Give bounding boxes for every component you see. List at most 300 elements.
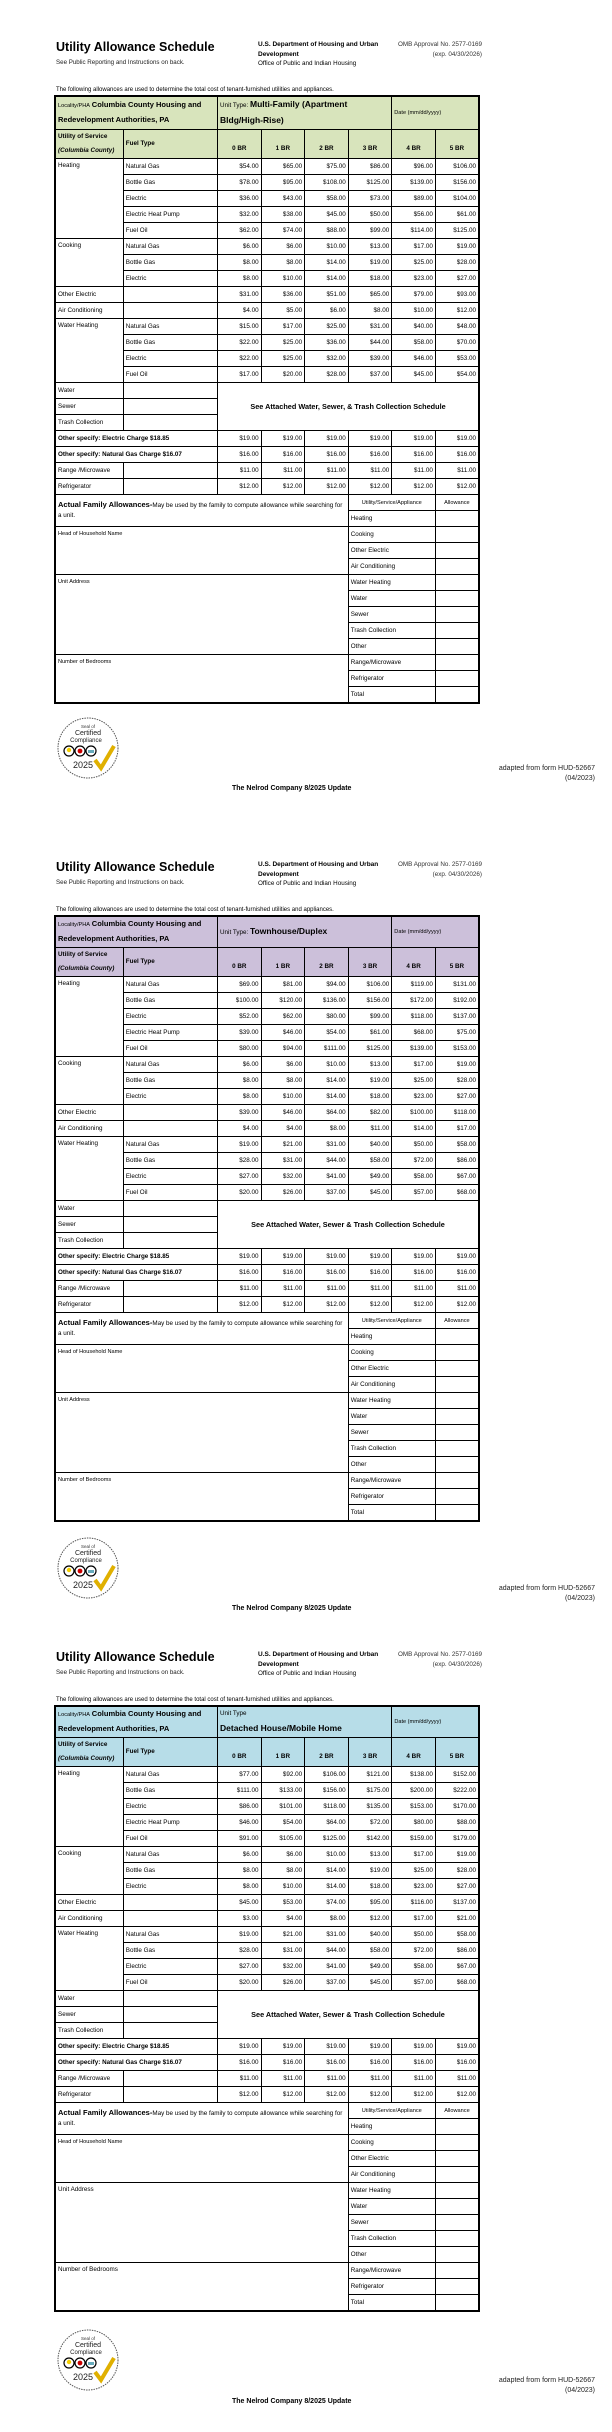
- allowance-cell: $17.00: [435, 1121, 479, 1137]
- allowance-cell: $62.00: [218, 223, 262, 239]
- utility-label: Water Heating: [55, 1927, 123, 1991]
- table-row: [55, 447, 479, 463]
- certified-compliance-seal-icon: [56, 1536, 120, 1600]
- allowance-cell: $64.00: [305, 1815, 349, 1831]
- allowance-cell: $16.00: [435, 1265, 479, 1281]
- allowance-cell: $12.00: [435, 2087, 479, 2103]
- other-charge-label: Other specify: Natural Gas Charge $16.07: [55, 2055, 218, 2071]
- allowance-input[interactable]: [435, 2183, 479, 2199]
- allowance-cell: $10.00: [305, 239, 349, 255]
- fuel-type-label: [123, 463, 217, 479]
- allowance-cell: $62.00: [261, 1009, 305, 1025]
- allowance-cell: $28.00: [218, 1153, 262, 1169]
- allowance-cell: $96.00: [392, 159, 436, 175]
- fuel-type-label: Natural Gas: [123, 1927, 217, 1943]
- allowance-cell: $8.00: [261, 1073, 305, 1089]
- allowance-input[interactable]: [435, 1345, 479, 1361]
- allowance-cell: $17.00: [392, 1847, 436, 1863]
- allowance-cell: $19.00: [392, 431, 436, 447]
- allowance-cell: $105.00: [261, 1831, 305, 1847]
- omb-expiration: (exp. 04/30/2026): [432, 51, 482, 58]
- date-field[interactable]: [392, 916, 479, 948]
- allowance-cell: $36.00: [305, 335, 349, 351]
- allowance-cell: $4.00: [261, 1121, 305, 1137]
- table-row: [55, 479, 479, 495]
- adapted-date: (04/2023): [565, 1595, 595, 1602]
- fuel-type-label: Natural Gas: [123, 239, 217, 255]
- usa-item: Other Electric: [348, 1361, 435, 1377]
- utility-label: Air Conditioning: [55, 1121, 123, 1137]
- allowance-cell: $11.00: [348, 463, 392, 479]
- allowance-cell: $20.00: [218, 1975, 262, 1991]
- head-of-household-label: Head of Household Name: [58, 531, 123, 537]
- seal-mid-text: Certified: [74, 730, 102, 737]
- unit-type: [218, 916, 392, 948]
- allowance-cell: $6.00: [261, 1847, 305, 1863]
- num-bedrooms-field[interactable]: [55, 2263, 348, 2312]
- allowance-cell: $27.00: [218, 1959, 262, 1975]
- allowance-cell: $27.00: [435, 1089, 479, 1105]
- utility-label: Water Heating: [55, 1137, 123, 1201]
- allowance-input[interactable]: [435, 2199, 479, 2215]
- fuel-type-label: Natural Gas: [123, 159, 217, 175]
- allowance-cell: $37.00: [305, 1185, 349, 1201]
- seal-year: 2025: [72, 760, 94, 770]
- allowance-cell: $23.00: [392, 1879, 436, 1895]
- adapted-from: [499, 2376, 595, 2396]
- allowance-cell: $26.00: [261, 1185, 305, 1201]
- allowance-input[interactable]: [435, 1409, 479, 1425]
- allowance-cell: $45.00: [218, 1895, 262, 1911]
- allowance-input[interactable]: [435, 559, 479, 575]
- adapted-from: [499, 1584, 595, 1604]
- allowance-cell: $32.00: [218, 207, 262, 223]
- allowance-cell: $58.00: [435, 1927, 479, 1943]
- usa-item: Water: [348, 2199, 435, 2215]
- allowance-cell: $192.00: [435, 993, 479, 1009]
- allowance-cell: $40.00: [348, 1137, 392, 1153]
- allowance-input[interactable]: [435, 543, 479, 559]
- allowance-input[interactable]: [435, 1329, 479, 1345]
- fuel-type-label: Electric: [123, 1879, 217, 1895]
- table-row: [55, 1297, 479, 1313]
- certified-compliance-seal-icon: [56, 716, 120, 780]
- allowance-cell: $58.00: [348, 1943, 392, 1959]
- allowance-cell: $10.00: [261, 1879, 305, 1895]
- fuel-type-label: Fuel Oil: [123, 223, 217, 239]
- table-row: [55, 1249, 479, 1265]
- allowance-input[interactable]: [435, 2263, 479, 2279]
- allowance-cell: $31.00: [305, 1137, 349, 1153]
- usa-item: Range/Microwave: [348, 1473, 435, 1489]
- allowance-cell: $69.00: [218, 977, 262, 993]
- allowance-input[interactable]: [435, 623, 479, 639]
- allowance-input[interactable]: [435, 671, 479, 687]
- usa-item: Water Heating: [348, 575, 435, 591]
- allowance-cell: $61.00: [348, 1025, 392, 1041]
- allowance-cell: $27.00: [218, 1169, 262, 1185]
- allowance-cell: $43.00: [261, 191, 305, 207]
- allowance-cell: $12.00: [435, 479, 479, 495]
- seal-top-text: Seal of: [80, 1544, 96, 1549]
- allowance-cell: $50.00: [392, 1927, 436, 1943]
- unit-address-field[interactable]: [55, 2183, 348, 2263]
- usa-item: Other: [348, 1457, 435, 1473]
- usa-item: Heating: [348, 511, 435, 527]
- fuel-type-label: Natural Gas: [123, 1767, 217, 1783]
- allowance-input[interactable]: [435, 511, 479, 527]
- allowance-cell: $20.00: [218, 1185, 262, 1201]
- date-label: Date (mm/dd/yyyy): [394, 1719, 442, 1725]
- afa-text: May be used by the family to compute allowance while searching for a unit.: [58, 2110, 343, 2127]
- allowance-input[interactable]: [435, 1425, 479, 1441]
- allowance-cell: $19.00: [435, 1249, 479, 1265]
- allowance-cell: $78.00: [218, 175, 262, 191]
- allowance-cell: $19.00: [392, 1249, 436, 1265]
- omb-number: OMB Approval No. 2577-0169: [397, 861, 482, 868]
- utility-label: Heating: [55, 1767, 123, 1847]
- allowance-cell: $14.00: [305, 1089, 349, 1105]
- fuel-type-label: Bottle Gas: [123, 1073, 217, 1089]
- usa-item: Air Conditioning: [348, 1377, 435, 1393]
- num-bedrooms-field[interactable]: [55, 1473, 348, 1522]
- allowance-cell: $25.00: [261, 351, 305, 367]
- allowance-input[interactable]: [435, 1441, 479, 1457]
- utility-label: Cooking: [55, 1847, 123, 1895]
- head-of-household-field[interactable]: [55, 527, 348, 575]
- seal-top-text: Seal of: [80, 2336, 96, 2341]
- table-row: [55, 1137, 479, 1153]
- allowance-cell: $116.00: [392, 1895, 436, 1911]
- allowance-cell: $65.00: [348, 287, 392, 303]
- table-row: [55, 2087, 479, 2103]
- omb-expiration: (exp. 04/30/2026): [432, 871, 482, 878]
- utility-label: Refrigerator: [55, 1297, 123, 1313]
- allowance-cell: $16.00: [348, 2055, 392, 2071]
- head-of-household-field[interactable]: [55, 1345, 348, 1393]
- allowance-cell: $19.00: [348, 255, 392, 271]
- num-bedrooms-label: Number of Bedrooms: [58, 1477, 112, 1483]
- allowance-cell: $67.00: [435, 1169, 479, 1185]
- allowance-cell: $37.00: [305, 1975, 349, 1991]
- allowance-cell: $16.00: [435, 447, 479, 463]
- table-row: [55, 2055, 479, 2071]
- allowance-input[interactable]: [435, 607, 479, 623]
- fuel-type-label: Natural Gas: [123, 977, 217, 993]
- unit-type-label: Unit Type:: [220, 102, 249, 109]
- usa-item: Total: [348, 2295, 435, 2312]
- allowance-input[interactable]: [435, 1489, 479, 1505]
- allowance-cell: $18.00: [348, 271, 392, 287]
- allowance-cell: $11.00: [348, 1281, 392, 1297]
- locality-value: Columbia County Housing and Redevelopment Authorities, PA: [58, 1709, 202, 1733]
- allowance-cell: $16.00: [305, 447, 349, 463]
- page-title: Utility Allowance Schedule: [56, 860, 215, 874]
- page-subtitle: See Public Reporting and Instructions on back.: [56, 879, 185, 886]
- allowance-cell: $8.00: [218, 1879, 262, 1895]
- allowance-input[interactable]: [435, 2295, 479, 2312]
- allowance-cell: $12.00: [218, 2087, 262, 2103]
- allowance-input[interactable]: [435, 1473, 479, 1489]
- fuel-type-label: Electric: [123, 1799, 217, 1815]
- head-of-household-field[interactable]: [55, 2135, 348, 2183]
- fuel-type-label: Fuel Oil: [123, 1041, 217, 1057]
- allowance-cell: $72.00: [348, 1815, 392, 1831]
- fuel-type-label: [123, 1895, 217, 1911]
- see-attached-note: See Attached Water, Sewer, & Trash Collection Schedule: [218, 383, 479, 431]
- adapted-date: (04/2023): [565, 775, 595, 782]
- allowance-cell: $79.00: [392, 287, 436, 303]
- allowance-cell: $54.00: [261, 1815, 305, 1831]
- allowance-cell: $119.00: [392, 977, 436, 993]
- allowance-input[interactable]: [435, 591, 479, 607]
- allowance-input[interactable]: [435, 2215, 479, 2231]
- allowance-cell: $8.00: [305, 1121, 349, 1137]
- allowance-cell: $94.00: [305, 977, 349, 993]
- seal-bottom-text: Compliance: [70, 2350, 102, 2356]
- unit-type-value: Multi-Family (Apartment Bldg/High-Rise): [220, 99, 348, 125]
- allowance-input[interactable]: [435, 527, 479, 543]
- allowance-input[interactable]: [435, 655, 479, 671]
- allowance-cell: $22.00: [218, 351, 262, 367]
- allowance-input[interactable]: [435, 575, 479, 591]
- update-note: The Nelrod Company 8/2025 Update: [232, 1605, 352, 1612]
- allowance-input[interactable]: [435, 2151, 479, 2167]
- allowance-cell: $99.00: [348, 1009, 392, 1025]
- utility-label: Water: [55, 1991, 123, 2007]
- bedroom-header: 2 BR: [305, 1738, 349, 1767]
- allowance-cell: $136.00: [305, 993, 349, 1009]
- allowance-input[interactable]: [435, 2167, 479, 2183]
- allowance-cell: $75.00: [305, 159, 349, 175]
- allowance-input[interactable]: [435, 1505, 479, 1522]
- allowance-input[interactable]: [435, 1361, 479, 1377]
- table-header-row: [55, 916, 479, 948]
- allowance-cell: $18.00: [348, 1089, 392, 1105]
- allowance-cell: $159.00: [392, 1831, 436, 1847]
- afa-row: [55, 2103, 479, 2119]
- allowance-input[interactable]: [435, 2119, 479, 2135]
- usa-item: Water Heating: [348, 1393, 435, 1409]
- allowance-cell: $16.00: [392, 447, 436, 463]
- omb-number: OMB Approval No. 2577-0169: [397, 41, 482, 48]
- fuel-type-label: [123, 1105, 217, 1121]
- allowance-cell: $25.00: [305, 319, 349, 335]
- allowance-cell: $120.00: [261, 993, 305, 1009]
- seal-year: 2025: [72, 2372, 94, 2382]
- allowance-cell: $12.00: [435, 1297, 479, 1313]
- allowance-cell: $16.00: [218, 1265, 262, 1281]
- allowance-cell: $31.00: [218, 287, 262, 303]
- allowance-cell: $86.00: [435, 1943, 479, 1959]
- utility-label: Water: [55, 1201, 123, 1217]
- utility-label: Sewer: [55, 2007, 123, 2023]
- afa-row: [55, 495, 479, 511]
- usa-item: Sewer: [348, 1425, 435, 1441]
- table-header-row: [55, 1706, 479, 1738]
- allowance-input[interactable]: [435, 2247, 479, 2263]
- fuel-type-label: Natural Gas: [123, 319, 217, 335]
- utility-label: Other Electric: [55, 1105, 123, 1121]
- allowance-cell: $14.00: [305, 1863, 349, 1879]
- allowance-cell: $16.00: [305, 1265, 349, 1281]
- allowance-input[interactable]: [435, 2231, 479, 2247]
- date-label: Date (mm/dd/yyyy): [394, 110, 442, 116]
- allowance-input[interactable]: [435, 639, 479, 655]
- allowance-cell: $11.00: [435, 2071, 479, 2087]
- allowance-cell: $17.00: [261, 319, 305, 335]
- allowance-cell: $138.00: [392, 1767, 436, 1783]
- allowance-cell: $5.00: [261, 303, 305, 319]
- allowance-cell: $6.00: [305, 303, 349, 319]
- locality-label: Locality/PHA: [58, 922, 91, 928]
- utility-label: Sewer: [55, 1217, 123, 1233]
- allowance-cell: $28.00: [435, 255, 479, 271]
- allowance-cell: $19.00: [218, 1249, 262, 1265]
- allowance-input[interactable]: [435, 1457, 479, 1473]
- utility-label: Other Electric: [55, 1895, 123, 1911]
- allowance-cell: $50.00: [392, 1137, 436, 1153]
- allowance-cell: $80.00: [392, 1815, 436, 1831]
- usa-item: Other: [348, 639, 435, 655]
- department: U.S. Department of Housing and Urban Development: [258, 861, 379, 878]
- allowance-cell: $53.00: [261, 1895, 305, 1911]
- other-charge-label: Other specify: Natural Gas Charge $16.07: [55, 447, 218, 463]
- allowance-cell: $99.00: [348, 223, 392, 239]
- allowance-cell: $12.00: [348, 1297, 392, 1313]
- locality-label: Locality/PHA: [58, 103, 91, 109]
- table-row: [55, 1201, 479, 1217]
- allowance-cell: $106.00: [305, 1767, 349, 1783]
- allowance-cell: $12.00: [392, 1297, 436, 1313]
- fuel-type-label: [123, 2087, 217, 2103]
- fuel-type-label: Fuel Oil: [123, 367, 217, 383]
- date-label: Date (mm/dd/yyyy): [394, 929, 442, 935]
- utility-label: Refrigerator: [55, 479, 123, 495]
- allowance-cell: $6.00: [218, 1057, 262, 1073]
- allowance-input[interactable]: [435, 2135, 479, 2151]
- allowance-cell: $57.00: [392, 1975, 436, 1991]
- allowance-cell: $22.00: [218, 335, 262, 351]
- allowance-cell: $20.00: [261, 367, 305, 383]
- allowance-cell: $11.00: [348, 1121, 392, 1137]
- allowance-cell: $19.00: [218, 2039, 262, 2055]
- allowance-cell: $19.00: [218, 431, 262, 447]
- allowance-cell: $80.00: [305, 1009, 349, 1025]
- afa-title: Actual Family Allowances-: [58, 2108, 153, 2117]
- allowance-cell: $28.00: [218, 1943, 262, 1959]
- unit-address-label: Unit Address: [58, 2186, 94, 2193]
- allowance-cell: $19.00: [305, 2039, 349, 2055]
- utility-label: Cooking: [55, 239, 123, 287]
- bedroom-header: 4 BR: [392, 1738, 436, 1767]
- allowance-cell: $53.00: [435, 351, 479, 367]
- update-note: The Nelrod Company 8/2025 Update: [232, 785, 352, 792]
- fuel-type-label: [123, 287, 217, 303]
- allowance-cell: $125.00: [348, 175, 392, 191]
- allowance-input[interactable]: [435, 2279, 479, 2295]
- date-field[interactable]: [392, 1706, 479, 1738]
- usa-item: Other Electric: [348, 543, 435, 559]
- allowance-input[interactable]: [435, 1393, 479, 1409]
- usa-item: Refrigerator: [348, 671, 435, 687]
- table-row: [55, 1265, 479, 1281]
- allowance-cell: $104.00: [435, 191, 479, 207]
- allowance-cell: $25.00: [261, 335, 305, 351]
- allowance-cell: $44.00: [305, 1943, 349, 1959]
- allowance-cell: $12.00: [348, 479, 392, 495]
- allowance-cell: $175.00: [348, 1783, 392, 1799]
- allowance-cell: $45.00: [392, 367, 436, 383]
- fuel-type-label: Electric: [123, 1959, 217, 1975]
- allowance-cell: $19.00: [261, 431, 305, 447]
- table-row: [55, 319, 479, 335]
- see-attached-note: See Attached Water, Sewer & Trash Collection Schedule: [218, 1991, 480, 2039]
- allowance-cell: $11.00: [261, 2071, 305, 2087]
- allowance-cell: $137.00: [435, 1895, 479, 1911]
- table-row: [55, 977, 479, 993]
- allowance-cell: $11.00: [261, 463, 305, 479]
- allowance-cell: $36.00: [261, 287, 305, 303]
- allowance-cell: $156.00: [435, 175, 479, 191]
- allowance-cell: $139.00: [392, 175, 436, 191]
- other-charge-label: Other specify: Electric Charge $18.85: [55, 1249, 218, 1265]
- table-row: [55, 1121, 479, 1137]
- bedroom-header: 4 BR: [392, 948, 436, 977]
- allowance-cell: $44.00: [348, 335, 392, 351]
- fuel-type-header: Fuel Type: [123, 948, 217, 977]
- allowance-cell: $125.00: [435, 223, 479, 239]
- allowance-input[interactable]: [435, 687, 479, 704]
- allowance-cell: $12.00: [392, 2087, 436, 2103]
- usa-item: Range/Microwave: [348, 655, 435, 671]
- allowance-cell: $118.00: [305, 1799, 349, 1815]
- allowance-cell: $11.00: [305, 1281, 349, 1297]
- allowance-cell: $49.00: [348, 1959, 392, 1975]
- num-bedrooms-field[interactable]: [55, 655, 348, 704]
- allowance-cell: $37.00: [348, 367, 392, 383]
- allowance-cell: $75.00: [435, 1025, 479, 1041]
- allowance-cell: $92.00: [261, 1767, 305, 1783]
- certified-compliance-seal-icon: [56, 2328, 120, 2392]
- date-field[interactable]: [392, 96, 479, 130]
- allowance-cell: $23.00: [392, 1089, 436, 1105]
- unit-type-value: Detached House/Mobile Home: [220, 1723, 342, 1733]
- usa-header: Utility/Service/Appliance: [348, 495, 435, 511]
- allowance-cell: $108.00: [305, 175, 349, 191]
- allowance-cell: $121.00: [348, 1767, 392, 1783]
- utility-label: Other Electric: [55, 287, 123, 303]
- allowance-input[interactable]: [435, 1377, 479, 1393]
- allowance-cell: $23.00: [392, 271, 436, 287]
- unit-address-field[interactable]: [55, 575, 348, 655]
- unit-address-field[interactable]: [55, 1393, 348, 1473]
- bedroom-header: 1 BR: [261, 130, 305, 159]
- allowance-cell: $19.00: [435, 239, 479, 255]
- seal-year: 2025: [72, 1580, 94, 1590]
- afa-title: Actual Family Allowances-: [58, 1318, 153, 1327]
- table-row: [55, 1281, 479, 1297]
- table-row: [55, 1767, 479, 1783]
- seal-mid-text: Certified: [74, 1550, 102, 1557]
- allowance-cell: $93.00: [435, 287, 479, 303]
- allowance-cell: $88.00: [305, 223, 349, 239]
- fuel-type-label: [123, 479, 217, 495]
- allowance-cell: $25.00: [392, 255, 436, 271]
- utility-label: Cooking: [55, 1057, 123, 1105]
- allowance-cell: $13.00: [348, 1847, 392, 1863]
- omb-number: OMB Approval No. 2577-0169: [397, 1651, 482, 1658]
